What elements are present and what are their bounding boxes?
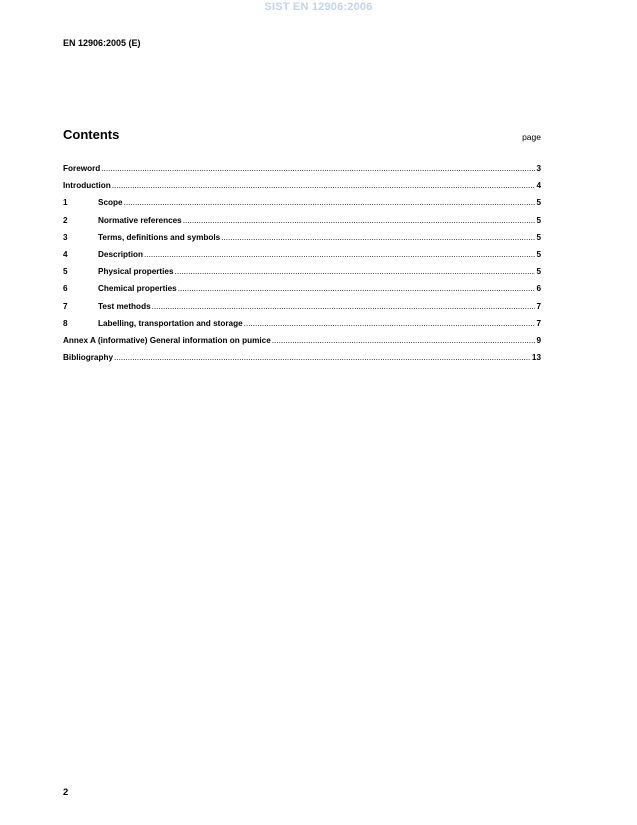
toc-entry[interactable] <box>63 164 541 181</box>
toc-entry-title: Terms, definitions and symbols <box>98 232 221 242</box>
toc-entry-page: 9 <box>536 335 541 345</box>
toc-entry-page: 5 <box>536 215 541 225</box>
toc-entry-title: Bibliography <box>63 353 114 363</box>
toc-entry-title: Description <box>98 249 144 259</box>
toc-leader-dots <box>183 216 536 225</box>
toc-entry[interactable] <box>63 198 541 215</box>
toc-entry-title: Normative references <box>98 215 182 225</box>
toc-entry-number: 4 <box>63 249 68 259</box>
toc-entry-page: 6 <box>536 284 541 294</box>
toc-entry-title: Foreword <box>63 164 101 173</box>
toc-entry[interactable] <box>63 216 541 233</box>
toc-entry-page: 5 <box>536 232 541 242</box>
page-number: 2 <box>63 787 69 798</box>
toc-entry-page: 5 <box>536 198 541 208</box>
toc-entry-page: 7 <box>536 301 541 311</box>
toc-entry[interactable] <box>63 336 541 353</box>
page-column-label: page <box>522 132 541 142</box>
toc-entry-page: 5 <box>536 249 541 259</box>
document-id: EN 12906:2005 (E) <box>63 38 141 48</box>
toc-entry-number: 8 <box>63 318 68 328</box>
toc-entry[interactable] <box>63 353 541 370</box>
toc-entry-number: 6 <box>63 284 68 294</box>
toc-entry[interactable] <box>63 181 541 198</box>
toc-entry-page: 3 <box>536 164 541 173</box>
toc-entry[interactable] <box>63 250 541 267</box>
toc-entry-number: 2 <box>63 215 68 225</box>
toc-entry[interactable] <box>63 284 541 301</box>
toc-entry-title: Introduction <box>63 181 111 191</box>
toc-entry-title: Test methods <box>98 301 151 311</box>
toc-entry-page: 4 <box>536 181 541 191</box>
toc-entry-title: Chemical properties <box>98 284 177 294</box>
toc-entry-title: Scope <box>98 198 123 208</box>
toc-leader-dots <box>112 181 536 190</box>
toc-entry[interactable] <box>63 233 541 250</box>
toc-entry-number: 5 <box>63 267 68 277</box>
contents-heading: Contents <box>63 127 120 142</box>
toc-entry[interactable] <box>63 302 541 319</box>
toc-entry[interactable] <box>63 319 541 336</box>
toc-entry-title: Labelling, transportation and storage <box>98 318 243 328</box>
toc-leader-dots <box>101 164 535 173</box>
toc-entry-title: Annex A (informative) General information on pumice <box>63 335 271 345</box>
table-of-contents <box>63 164 541 370</box>
toc-entry-page: 13 <box>531 353 541 363</box>
toc-leader-dots <box>152 302 536 311</box>
toc-leader-dots <box>221 233 535 242</box>
toc-leader-dots <box>244 319 536 328</box>
toc-entry-title: Physical properties <box>98 267 174 277</box>
toc-entry-number: 7 <box>63 301 68 311</box>
toc-entry-number: 3 <box>63 232 68 242</box>
toc-leader-dots <box>124 198 536 207</box>
toc-leader-dots <box>178 284 536 293</box>
watermark: SIST EN 12906:2006 <box>264 1 373 13</box>
toc-leader-dots <box>144 250 535 259</box>
toc-entry[interactable] <box>63 267 541 284</box>
toc-entry-number: 1 <box>63 198 68 208</box>
toc-leader-dots <box>114 353 531 362</box>
toc-entry-page: 7 <box>536 318 541 328</box>
toc-entry-page: 5 <box>536 267 541 277</box>
toc-leader-dots <box>175 267 536 276</box>
toc-leader-dots <box>272 336 536 345</box>
